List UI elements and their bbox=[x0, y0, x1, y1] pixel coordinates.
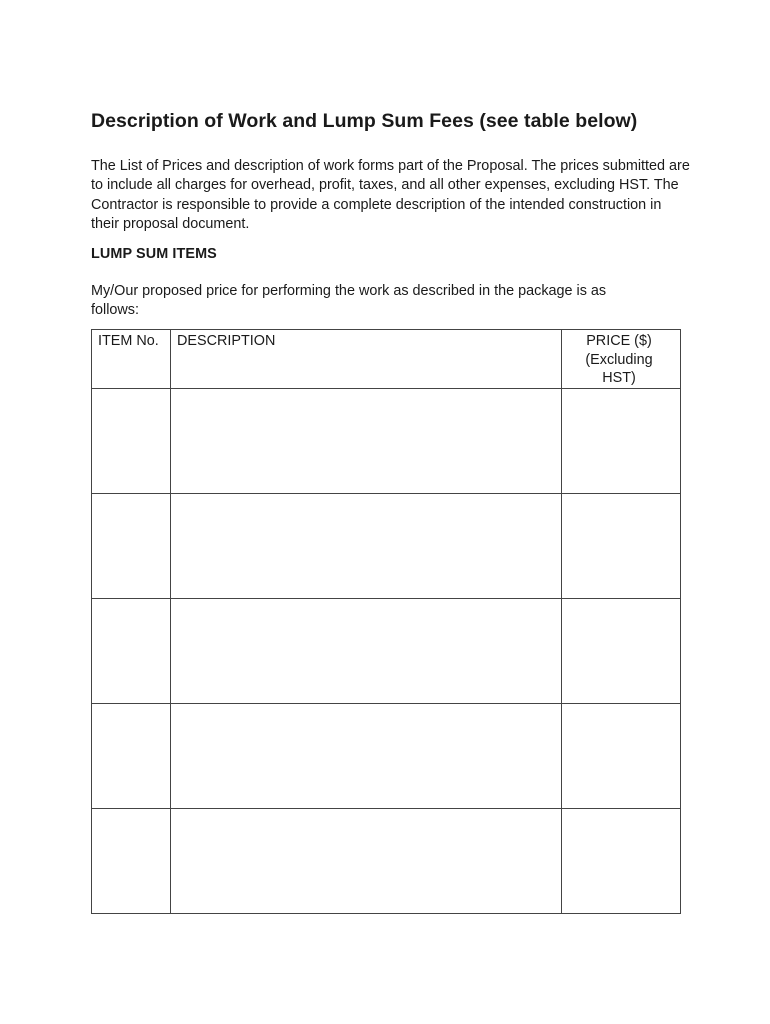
item-no-cell[interactable] bbox=[92, 808, 171, 913]
header-price: PRICE ($) (Excluding HST) bbox=[562, 330, 681, 389]
header-description: DESCRIPTION bbox=[171, 330, 562, 389]
intro-paragraph: The List of Prices and description of work forms part of the Proposal. The prices submitted are to include all charges for overhead, profit, taxes, and all other expenses, excluding HST. The Contractor is responsible to provide a complete description of the intended construction in their proposal document. bbox=[91, 158, 690, 232]
description-cell[interactable] bbox=[171, 808, 562, 913]
table-row bbox=[92, 598, 681, 703]
price-cell[interactable] bbox=[562, 703, 681, 808]
section-heading: LUMP SUM ITEMS bbox=[91, 246, 217, 262]
price-cell[interactable] bbox=[562, 493, 681, 598]
table-row bbox=[92, 493, 681, 598]
item-no-cell[interactable] bbox=[92, 703, 171, 808]
table-row bbox=[92, 703, 681, 808]
page-title: Description of Work and Lump Sum Fees (see table below) bbox=[91, 110, 638, 132]
item-no-cell[interactable] bbox=[92, 598, 171, 703]
table-row bbox=[92, 808, 681, 913]
item-no-cell[interactable] bbox=[92, 493, 171, 598]
table-header-row bbox=[92, 330, 681, 389]
description-cell[interactable] bbox=[171, 703, 562, 808]
proposal-statement: My/Our proposed price for performing the work as described in the package is as follows: bbox=[91, 283, 607, 319]
table-row bbox=[92, 388, 681, 493]
description-cell[interactable] bbox=[171, 493, 562, 598]
price-cell[interactable] bbox=[562, 808, 681, 913]
item-no-cell[interactable] bbox=[92, 388, 171, 493]
description-cell[interactable] bbox=[171, 598, 562, 703]
lump-sum-items-table bbox=[91, 329, 681, 914]
description-cell[interactable] bbox=[171, 388, 562, 493]
header-item-no: ITEM No. bbox=[92, 330, 171, 389]
price-cell[interactable] bbox=[562, 388, 681, 493]
price-cell[interactable] bbox=[562, 598, 681, 703]
